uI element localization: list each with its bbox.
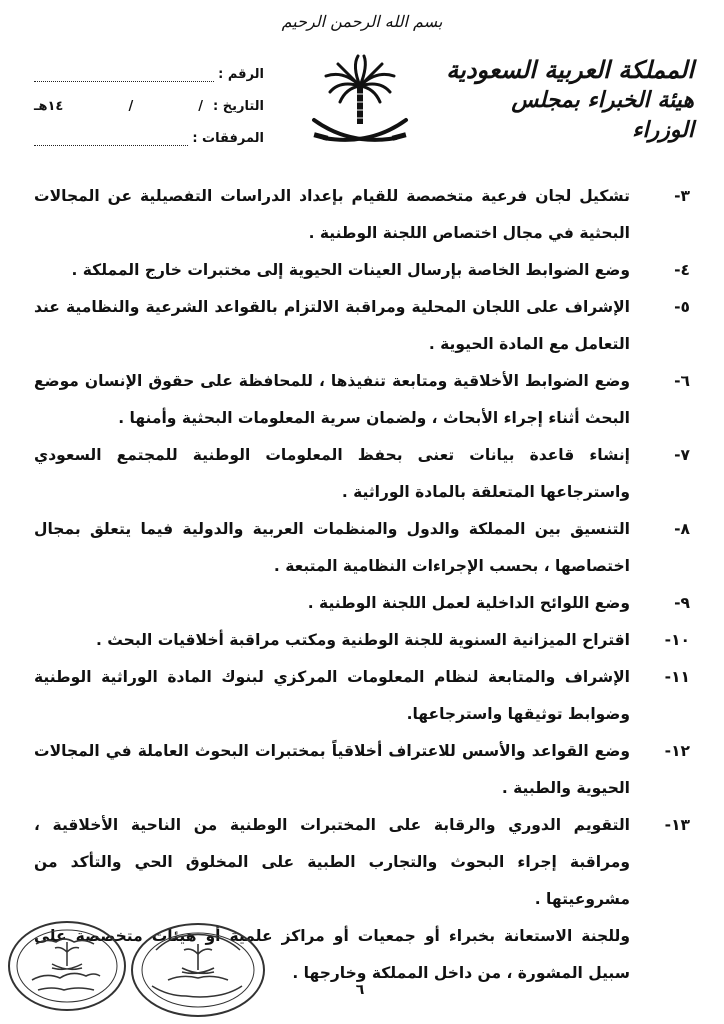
date-slash: /: [128, 98, 134, 114]
item-text: اقتراح الميزانية السنوية للجنة الوطنية ومكتب مراقبة أخلاقيات البحث .: [95, 631, 630, 649]
list-item: [34, 178, 690, 252]
reference-line: [34, 67, 214, 82]
basmala: بسم الله الرحمن الرحيم: [281, 12, 443, 31]
item-number: ٧-: [674, 446, 690, 464]
list-item: [34, 511, 690, 585]
item-text: وضع الضوابط الأخلاقية ومتابعة تنفيذها ، للمحافظة على حقوق الإنسان موضع البحث أثناء إجراء الأبحاث ، ولضمان سرية المعلومات البحثية وأمنها .: [34, 372, 630, 427]
item-number: ٥-: [674, 298, 690, 316]
list-item: [34, 289, 690, 363]
item-number: ١٠-: [664, 631, 690, 649]
list-item: [34, 585, 690, 622]
date-row: [34, 90, 264, 122]
item-number: ٤-: [674, 261, 690, 279]
item-number: ٣-: [674, 187, 690, 205]
date-slash: /: [198, 98, 204, 114]
item-number: ١٣-: [664, 816, 690, 834]
org-agency: هيئة الخبراء بمجلس الوزراء: [511, 87, 694, 143]
date-value: [34, 99, 209, 114]
item-number: ٦-: [674, 372, 690, 390]
document-body: [34, 178, 690, 992]
attachments-row: [34, 122, 264, 154]
palm-and-swords-emblem-icon: [300, 50, 420, 160]
page-number: ٦: [355, 982, 365, 998]
date-label: التاريخ :: [213, 98, 264, 114]
reference-label: الرقم :: [218, 66, 264, 82]
org-country: المملكة العربية السعودية: [446, 55, 694, 84]
organization-name: [444, 55, 694, 145]
item-text: تشكيل لجان فرعية متخصصة للقيام بإعداد الدراسات التفصيلية عن المجالات البحثية في مجال اختصاص اللجنة الوطنية .: [34, 187, 630, 242]
attachments-line: [34, 131, 188, 146]
attachments-label: المرفقات :: [192, 130, 264, 146]
item-number: ٩-: [674, 594, 690, 612]
list-item: [34, 733, 690, 807]
item-text: التنسيق بين المملكة والدول والمنظمات العربية والدولية فيما يتعلق بمجال اختصاصها ، بحسب الإجراءات النظامية المتبعة .: [34, 520, 630, 575]
item-number: ١٢-: [664, 742, 690, 760]
ministry-seal-stamp-icon: [6, 918, 128, 1014]
item-number: ١١-: [664, 668, 690, 686]
list-item: [34, 363, 690, 437]
list-item: [34, 252, 690, 289]
experts-commission-stamp-icon: [128, 920, 268, 1020]
item-text: وضع اللوائح الداخلية لعمل اللجنة الوطنية .: [307, 594, 630, 612]
list-item: [34, 807, 690, 918]
list-item: [34, 437, 690, 511]
reference-block: [34, 58, 264, 154]
item-text: وضع الضوابط الخاصة بإرسال العينات الحيوية إلى مختبرات خارج المملكة .: [71, 261, 630, 279]
list-item: [34, 622, 690, 659]
list-item: [34, 659, 690, 733]
item-text: وضع القواعد والأسس للاعتراف أخلاقياً بمختبرات البحوث العاملة في المجالات الحيوية والطبية .: [34, 742, 630, 797]
date-suffix: ١٤هـ: [34, 98, 64, 114]
item-text: الإشراف والمتابعة لنظام المعلومات المركزي لبنوك المادة الوراثية الوطنية وضوابط توثيقها واسترجاعها.: [34, 668, 630, 723]
closing-paragraph: وللجنة الاستعانة بخبراء أو جمعيات أو مراكز علمية أو هيئات متخصصة على سبيل المشورة ، من داخل المملكة وخارجها .: [34, 927, 630, 982]
item-number: ٨-: [674, 520, 690, 538]
reference-row: [34, 58, 264, 90]
item-text: إنشاء قاعدة بيانات تعنى بحفظ المعلومات الوطنية للمجتمع السعودي واسترجاعها المتعلقة بالمادة الوراثية .: [34, 446, 630, 501]
item-text: الإشراف على اللجان المحلية ومراقبة الالتزام بالقواعد الشرعية والنظامية عند التعامل مع المادة الحيوية .: [34, 298, 630, 353]
item-text: التقويم الدوري والرقابة على المختبرات الوطنية من الناحية الأخلاقية ، ومراقبة إجراء البحوث والتجارب الطبية على المخلوق الحي والتأكد من مشروعيتها .: [34, 816, 630, 908]
